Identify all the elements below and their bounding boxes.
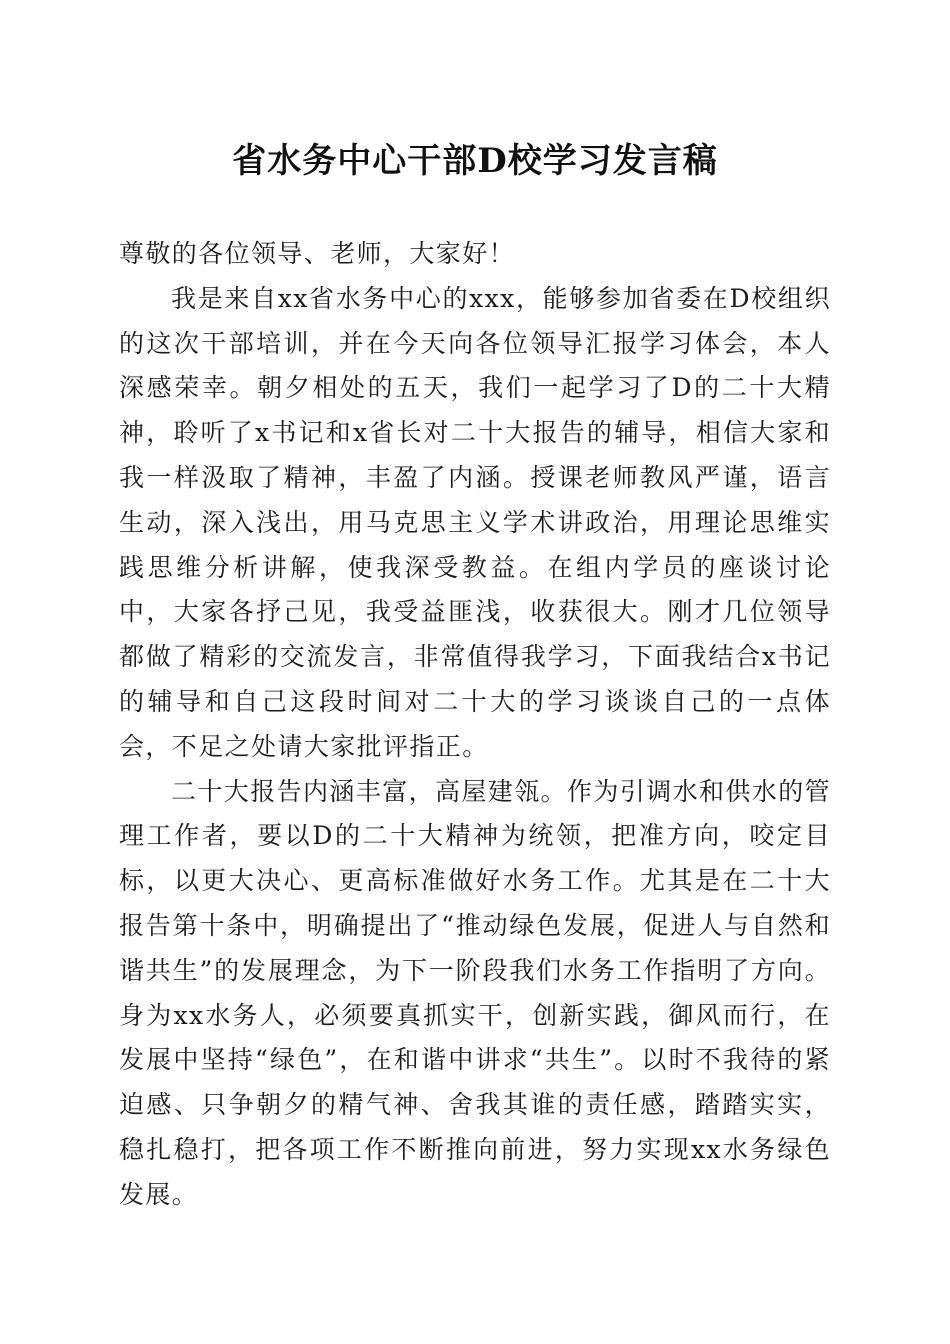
salutation: 尊敬的各位领导、老师，大家好！ [119,239,516,268]
paragraph-1: 我是来自xx省水务中心的xxx，能够参加省委在D校组织的这次干部培训，并在今天向各位领导汇报学习体会，本人深感荣幸。朝夕相处的五天，我们一起学习了D的二十大精神，聆听了x书记和x省长对二十大报告的辅导，相信大家和我一样汲取了精神，丰盈了内涵。授课老师教风严谨，语言生动，深入浅出，用马克思主义学术讲政治，用理论思维实践思维分析讲解，使我深受教益。在组内学员的座谈讨论中，大家各抒己见，我受益匪浅，收获很大。刚才几位领导都做了精彩的交流发言，非常值得我学习，下面我结合x书记的辅导和自己这段时间对二十大的学习谈谈自己的一点体会，不足之处请大家批评指正。 [119,283,831,761]
paragraph-2: 二十大报告内涵丰富，高屋建瓴。作为引调水和供水的管理工作者，要以D的二十大精神为统领，把准方向，咬定目标，以更大决心、更高标准做好水务工作。尤其是在二十大报告第十条中，明确提出了“推动绿色发展，促进人与自然和谐共生”的发展理念，为下一阶段我们水务工作指明了方向。身为xx水务人，必须要真抓实干，创新实践，御风而行，在发展中坚持“绿色”，在和谐中讲求“共生”。以时不我待的紧迫感、只争朝夕的精气神、舍我其谁的责任感，踏踏实实，稳扎稳打，把各项工作不断推向前进，努力实现xx水务绿色发展。 [119,776,832,1209]
document-body [119,232,831,1218]
document-title: 省水务中心干部D校学习发言稿 [232,141,718,181]
